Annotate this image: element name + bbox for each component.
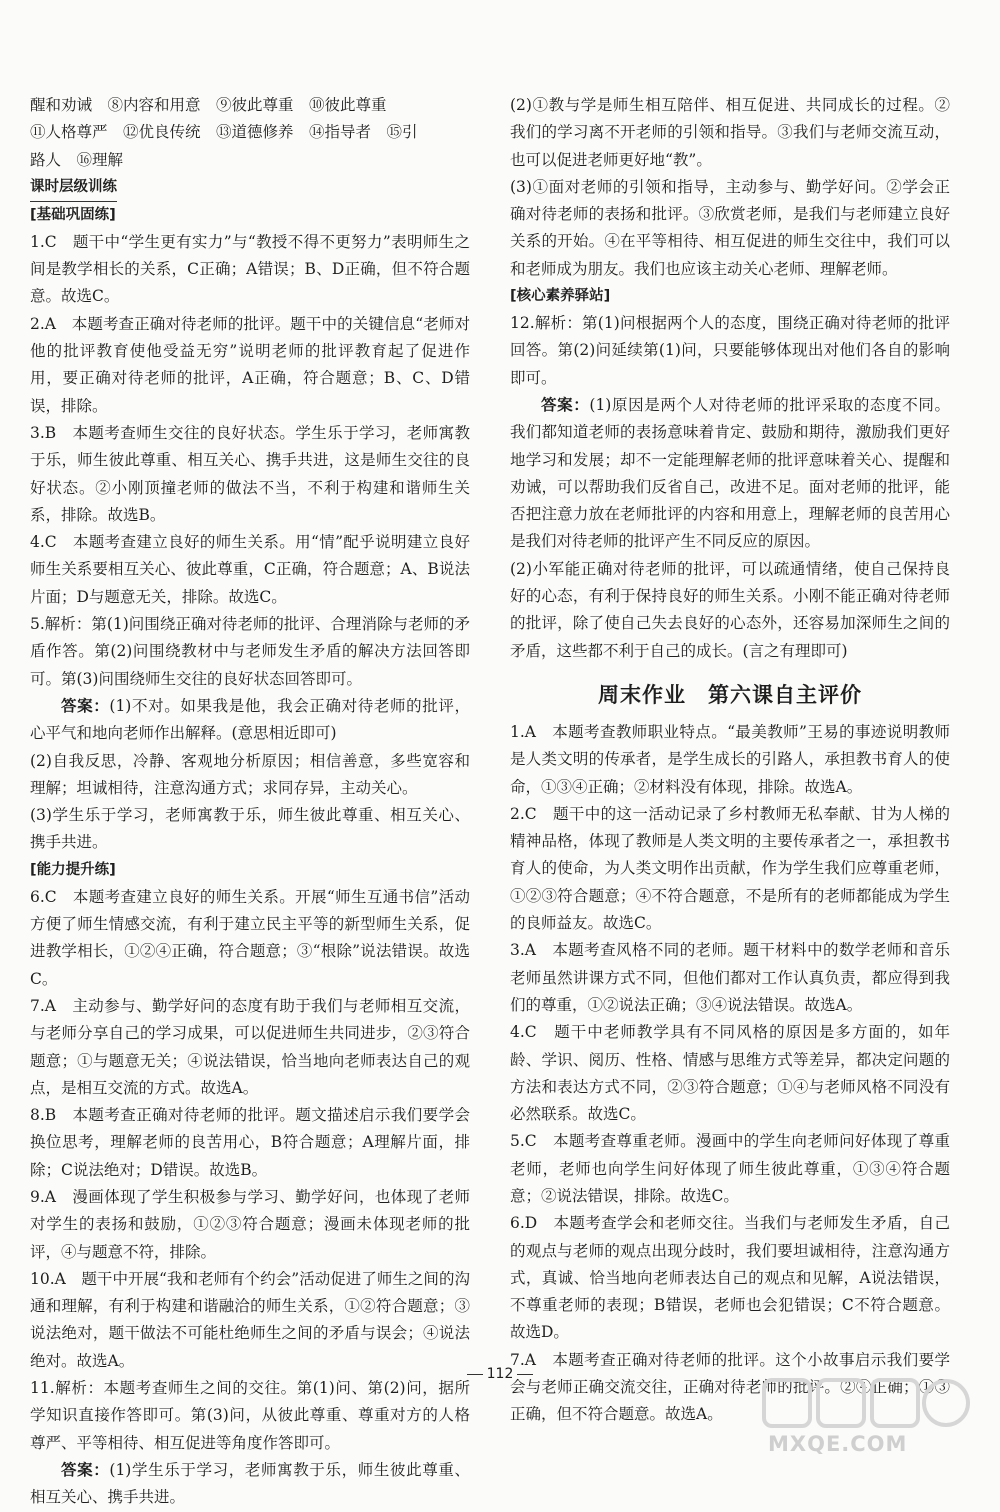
watermark-text: MXQE.COM xyxy=(768,1432,908,1456)
answer-paragraph: 答案：(1)原因是两个人对待老师的批评采取的态度不同。我们都知道老师的表扬意味着肯定、鼓励和期待，激励我们更好地学习和发展；却不一定能理解老师的批评意味着关心、提醒和劝诫，可以帮助我们反省自己，改进不足。面对老师的批评，能否把注意力放在老师批评的内容和用意上，理解老师的良苦用心是我们对待老师的批评产生不同反应的原因。 xyxy=(510,395,950,551)
answer-paragraph: 答案：(1)不对。如果我是他，我会正确对待老师的批评，心平气和地向老师作出解释。(意思相近即可) xyxy=(30,696,470,743)
answer-item: 5.解析：第(1)问围绕正确对待老师的批评、合理消除与老师的矛盾作答。第(2)问围绕教材中与老师发生矛盾的解决方法回答即可。第(3)问围绕师生交往的良好状态回答即可。 xyxy=(30,615,470,688)
answer-paragraph: (2)①教与学是师生相互陪伴、相互促进、共同成长的过程。②我们的学习离不开老师的引领和指导。③我们与老师交流互动，也可以促进老师更好地“教”。 xyxy=(510,96,950,169)
watermark-logo xyxy=(758,1376,972,1460)
weekly-assignment-title: 周末作业 第六课自主评价 xyxy=(598,682,862,707)
answer-item: 4.C 题干中老师教学具有不同风格的原因是多方面的，如年龄、学识、阅历、性格、情感与思维方式等差异，都决定问题的方法和表达方式不同，②③符合题意；①④与老师风格不同没有必然联系。故选C。 xyxy=(510,1023,950,1124)
answer-item: 10.A 题干中开展“我和老师有个约会”活动促进了师生之间的沟通和理解，有利于构建和谐融洽的师生关系，①②符合题意；③说法绝对，题干做法不可能杜绝师生之间的矛盾与误会；④说法绝对。故选A。 xyxy=(30,1269,470,1370)
page-number: 112 xyxy=(0,1366,1000,1382)
intro-line: 路人 ⑯理解 xyxy=(30,150,124,169)
answer-item: 7.A 主动参与、勤学好问的态度有助于我们与老师相互交流，与老师分享自己的学习成果，可以促进师生共同进步，②③符合题意；①与题意无关；④说法错误，恰当地向老师表达自己的观点，是相互交流的方式。故选A。 xyxy=(30,996,470,1097)
answer-label: 答案： xyxy=(61,1460,110,1479)
answer-label: 答案： xyxy=(61,696,110,715)
answer-paragraph: (3)①面对老师的引领和指导，主动参与、勤学好问。②学会正确对待老师的表扬和批评。③欣赏老师，是我们与老师建立良好关系的开始。④在平等相待、相互促进的师生交往中，我们可以和老师成为朋友。我们也应该主动关心老师、理解老师。 xyxy=(510,177,950,278)
answer-item: 5.C 本题考查尊重老师。漫画中的学生向老师问好体现了尊重老师，老师也向学生问好体现了师生彼此尊重，①③④符合题意；②说法错误，排除。故选C。 xyxy=(510,1132,950,1205)
answer-item: 2.A 本题考查正确对待老师的批评。题干中的关键信息“老师对他的批评教育使他受益无穷”说明老师的批评教育起了促进作用，要正确对待老师的批评，A正确，符合题意；B、C、D错误，排除。 xyxy=(30,314,470,415)
answer-paragraph: (2)自我反思，冷静、客观地分析原因；相信善意，多些宽容和理解；坦诚相待，注意沟通方式；求同存异，主动关心。 xyxy=(30,751,470,797)
answer-paragraph: (2)小军能正确对待老师的批评，可以疏通情绪，使自己保持良好的心态，有利于保持良好的师生关系。小刚不能正确对待老师的批评，除了使自己失去良好的心态外，还容易加深师生之间的矛盾，这些都不利于自己的成长。(言之有理即可) xyxy=(510,559,950,660)
basic-section-label: [基础巩固练] xyxy=(30,206,116,223)
answer-paragraph: (3)学生乐于学习，老师寓教于乐，师生彼此尊重、相互关心、携手共进。 xyxy=(30,806,470,852)
answer-item: 4.C 本题考查建立良好的师生关系。用“情”配乎说明建立良好师生关系要相互关心、彼此尊重，C正确，符合题意；A、B说法片面；D与题意无关，排除。故选C。 xyxy=(30,533,470,606)
answer-item: 3.A 本题考查风格不同的老师。题干材料中的数学老师和音乐老师虽然讲课方式不同，但他们都对工作认真负责，都应得到我们的尊重，①②说法正确；③④说法错误。故选A。 xyxy=(510,941,950,1014)
answer-paragraph: 答案：(1)学生乐于学习，老师寓教于乐，师生彼此尊重、相互关心、携手共进。 xyxy=(30,1460,470,1507)
answer-item: 2.C 题干中的这一活动记录了乡村教师无私奉献、甘为人梯的精神品格，体现了教师是人类文明的主要传承者之一，承担教书育人的使命，为人类文明作出贡献，作为学生我们应尊重老师，①②③符合题意；④不符合题意，不是所有的老师都能成为学生的良师益友。故选C。 xyxy=(510,804,950,933)
right-column xyxy=(510,92,950,1429)
answer-item: 9.A 漫画体现了学生积极参与学习、勤学好问，也体现了老师对学生的表扬和鼓励，①②③符合题意；漫画未体现老师的批评，④与题意不符，排除。 xyxy=(30,1187,470,1261)
ability-section-label: [能力提升练] xyxy=(30,861,116,878)
answer-item: 7.A 本题考查正确对待老师的批评。这个小故事启示我们要学会与老师正确交流交往，正确对待老师的批评。②④正确；①③正确，但不符合题意。故选A。 xyxy=(510,1350,950,1424)
intro-line: 醒和劝诫 ⑧内容和用意 ⑨彼此尊重 ⑩彼此尊重 xyxy=(30,96,387,114)
answer-item: 11.解析：本题考查师生之间的交往。第(1)问、第(2)问，据所学知识直接作答即可。第(3)问，从彼此尊重、尊重对方的人格尊严、平等相待、相互促进等角度作答即可。 xyxy=(30,1379,470,1452)
left-column xyxy=(30,92,470,1512)
answer-item: 1.A 本题考查教师职业特点。“最美教师”王易的事迹说明教师是人类文明的传承者，是学生成长的引路人，承担教书育人的使命，①③④正确；②材料没有体现，排除。故选A。 xyxy=(510,722,950,796)
answer-item: 3.B 本题考查师生交往的良好状态。学生乐于学习，老师寓教于乐，师生彼此尊重、相互关心、携手共进，这是师生交往的良好状态。②小刚顶撞老师的做法不当，不利于构建和谐师生关系，排除。故选B。 xyxy=(30,423,470,524)
answer-item: 8.B 本题考查正确对待老师的批评。题文描述启示我们要学会换位思考，理解老师的良苦用心，B符合题意；A理解片面，排除；C说法绝对；D错误。故选B。 xyxy=(30,1106,470,1179)
answer-item: 6.D 本题考查学会和老师交往。当我们与老师发生矛盾，自己的观点与老师的观点出现分歧时，我们要坦诚相待，注意沟通方式，真诚、恰当地向老师表达自己的观点和见解，A说法错误，不尊重老师的表现；B错误，老师也会犯错误；C不符合题意。故选D。 xyxy=(510,1214,950,1342)
practice-heading: 课时层级训练 xyxy=(30,174,117,202)
answer-item: 12.解析：第(1)问根据两个人的态度，围绕正确对待老师的批评回答。第(2)问延续第(1)问，只要能够体现出对他们各自的影响即可。 xyxy=(510,314,950,387)
answer-item: 6.C 本题考查建立良好的师生关系。开展“师生互通书信”活动方便了师生情感交流，有利于建立民主平等的新型师生关系，促进教学相长，①②④正确，符合题意；③“根除”说法错误。故选C。 xyxy=(30,887,470,988)
intro-line: ⑪人格尊严 ⑫优良传统 ⑬道德修养 ⑭指导者 ⑮引 xyxy=(30,123,418,142)
core-section-label: [核心素养驿站] xyxy=(510,288,611,305)
answer-label: 答案： xyxy=(541,395,590,414)
answer-item: 1.C 题干中“学生更有实力”与“教授不得不更努力”表明师生之间是教学相长的关系，C正确；A错误；B、D正确，但不符合题意。故选C。 xyxy=(30,232,470,306)
